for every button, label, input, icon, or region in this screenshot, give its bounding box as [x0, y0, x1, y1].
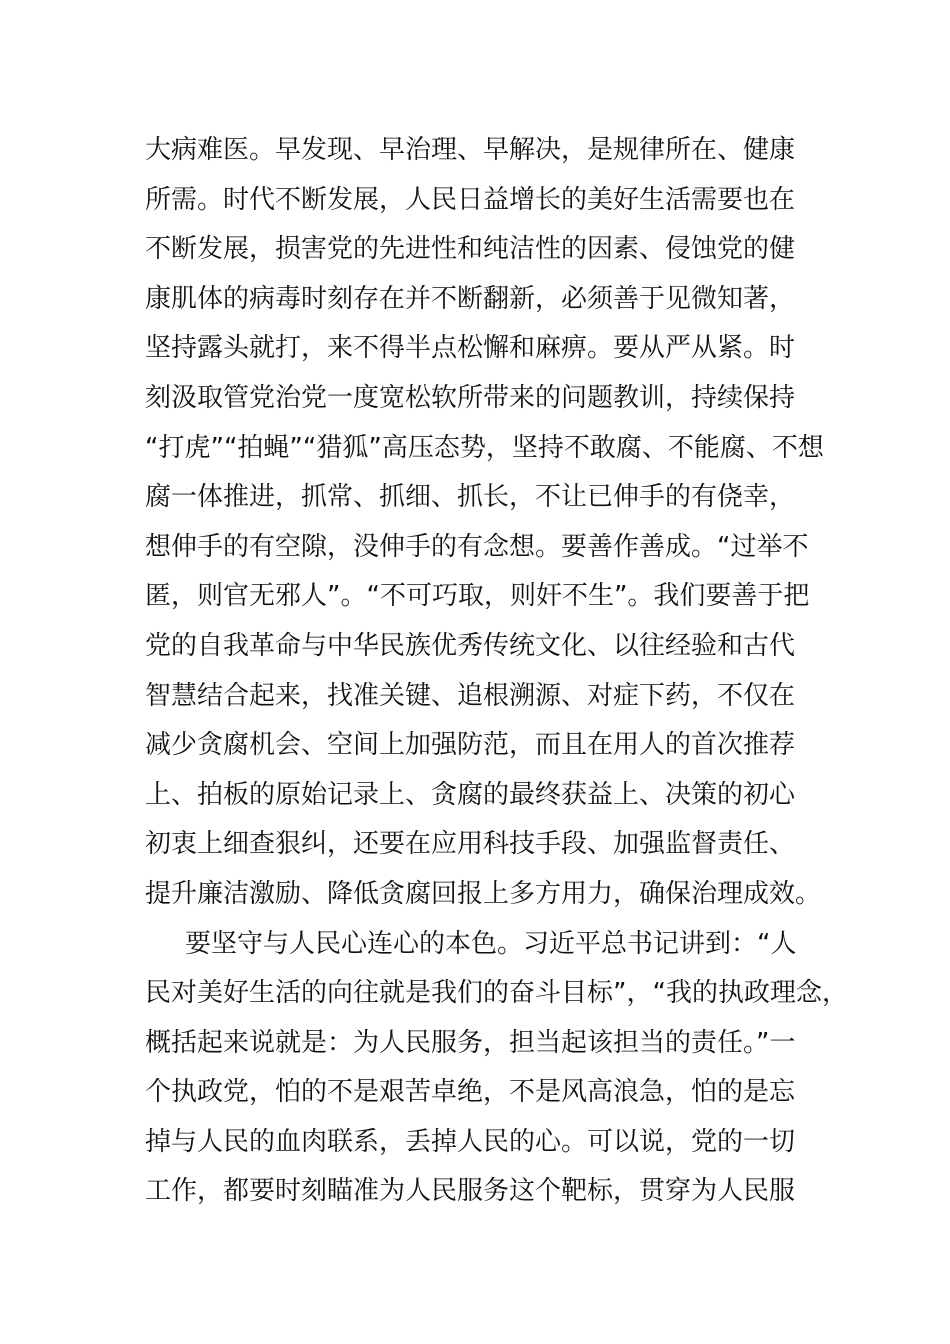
text-line: 不断发展，损害党的先进性和纯洁性的因素、侵蚀党的健	[145, 234, 796, 265]
text-line: 匿，则官无邪人”。“不可巧取，则奸不生”。我们要善于把	[145, 581, 810, 612]
text-line: 概括起来说就是：为人民服务，担当起该担当的责任。”一	[145, 1027, 796, 1058]
text-line: 个执政党，怕的不是艰苦卓绝，不是风高浪急，怕的是忘	[145, 1077, 796, 1108]
text-line: 民对美好生活的向往就是我们的奋斗目标”，“我的执政理念，	[145, 978, 848, 1009]
text-line: 智慧结合起来，找准关键、追根溯源、对症下药，不仅在	[145, 680, 796, 711]
text-line: 腐一体推进，抓常、抓细、抓长，不让已伸手的有侥幸，	[145, 482, 796, 513]
body-text	[145, 126, 848, 1217]
text-line: 上、拍板的原始记录上、贪腐的最终获益上、决策的初心	[145, 779, 796, 810]
text-line: 掉与人民的血肉联系，丢掉人民的心。可以说，党的一切	[145, 1126, 796, 1157]
text-line: 减少贪腐机会、空间上加强防范，而且在用人的首次推荐	[145, 730, 796, 761]
text-line: 工作，都要时刻瞄准为人民服务这个靶标，贯穿为人民服	[145, 1176, 796, 1207]
text-line: 大病难医。早发现、早治理、早解决，是规律所在、健康	[145, 135, 796, 165]
text-line: 康肌体的病毒时刻存在并不断翻新，必须善于见微知著，	[145, 283, 796, 314]
paragraph-start-line: 要坚守与人民心连心的本色。习近平总书记讲到：“人	[185, 928, 797, 959]
text-line: 刻汲取管党治党一度宽松软所带来的问题教训，持续保持	[145, 382, 796, 413]
text-line: “打虎”“拍蝇”“猎狐”高压态势，坚持不敢腐、不能腐、不想	[145, 432, 824, 463]
text-line: 党的自我革命与中华民族优秀传统文化、以往经验和古代	[145, 630, 796, 661]
text-line: 想伸手的有空隙，没伸手的有念想。要善作善成。“过举不	[145, 531, 809, 562]
text-line: 坚持露头就打，来不得半点松懈和麻痹。要从严从紧。时	[145, 333, 796, 364]
text-line: 初衷上细查狠纠，还要在应用科技手段、加强监督责任、	[145, 829, 796, 860]
text-line: 提升廉洁激励、降低贪腐回报上多方用力，确保治理成效。	[145, 878, 822, 909]
text-line: 所需。时代不断发展，人民日益增长的美好生活需要也在	[145, 184, 796, 215]
